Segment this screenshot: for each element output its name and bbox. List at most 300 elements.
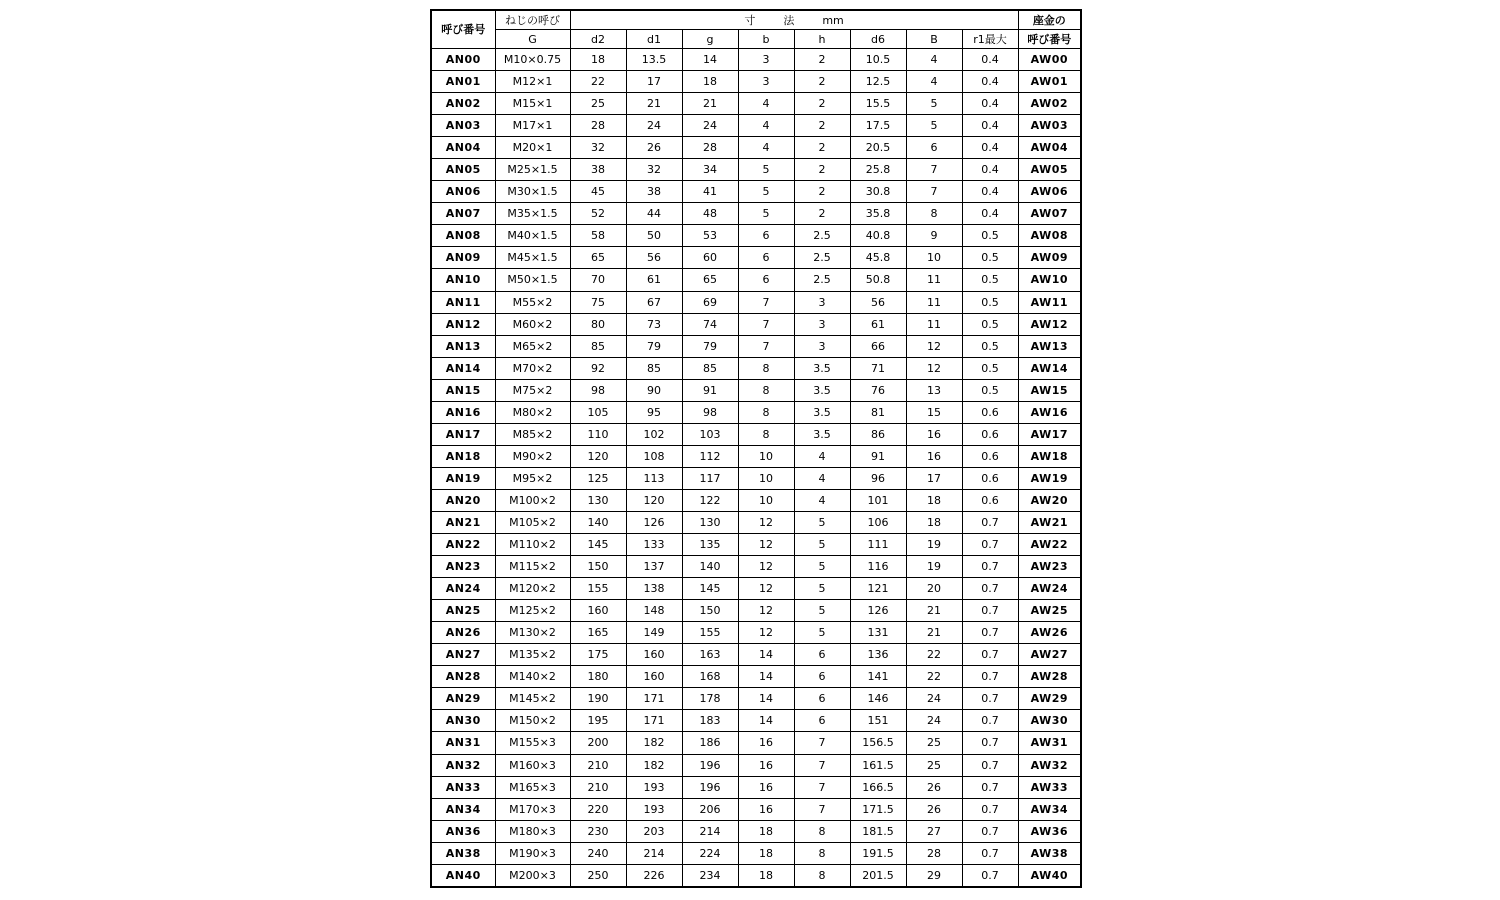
cell-d2: 58 [570,225,626,247]
cell-thread: M105×2 [495,511,570,533]
cell-g: 14 [682,49,738,71]
cell-thread: M125×2 [495,600,570,622]
cell-d2: 52 [570,203,626,225]
cell-g: 85 [682,357,738,379]
cell-h: 6 [794,688,850,710]
cell-d1: 226 [626,864,682,887]
header-col-h: h [794,30,850,49]
cell-B: 10 [906,247,962,269]
cell-B: 7 [906,181,962,203]
cell-h: 2 [794,137,850,159]
cell-h: 5 [794,534,850,556]
header-dim-unit: mm [822,13,844,27]
cell-nominal-no: AN07 [431,203,495,225]
cell-d2: 240 [570,842,626,864]
cell-B: 11 [906,313,962,335]
cell-h: 3 [794,291,850,313]
header-col-d6: d6 [850,30,906,49]
cell-washer-no: AW01 [1018,71,1081,93]
cell-nominal-no: AN13 [431,335,495,357]
cell-r1: 0.5 [962,335,1018,357]
cell-g: 186 [682,732,738,754]
cell-r1: 0.7 [962,710,1018,732]
cell-thread: M10×0.75 [495,49,570,71]
table-row [431,379,1081,401]
cell-nominal-no: AN34 [431,798,495,820]
cell-d1: 17 [626,71,682,93]
cell-washer-no: AW26 [1018,622,1081,644]
cell-h: 4 [794,467,850,489]
cell-r1: 0.7 [962,600,1018,622]
cell-d1: 120 [626,489,682,511]
cell-thread: M165×3 [495,776,570,798]
cell-d1: 113 [626,467,682,489]
cell-d1: 137 [626,556,682,578]
cell-b: 7 [738,335,794,357]
cell-d1: 193 [626,798,682,820]
cell-b: 5 [738,181,794,203]
cell-nominal-no: AN26 [431,622,495,644]
cell-nominal-no: AN06 [431,181,495,203]
cell-g: 117 [682,467,738,489]
cell-d1: 26 [626,137,682,159]
table-row [431,137,1081,159]
cell-nominal-no: AN23 [431,556,495,578]
cell-d2: 165 [570,622,626,644]
cell-d2: 180 [570,666,626,688]
cell-d6: 146 [850,688,906,710]
cell-washer-no: AW22 [1018,534,1081,556]
cell-b: 14 [738,666,794,688]
cell-washer-no: AW05 [1018,159,1081,181]
cell-washer-no: AW19 [1018,467,1081,489]
cell-d2: 85 [570,335,626,357]
cell-b: 18 [738,820,794,842]
cell-d6: 156.5 [850,732,906,754]
cell-b: 7 [738,291,794,313]
cell-d2: 130 [570,489,626,511]
cell-d6: 91 [850,445,906,467]
cell-r1: 0.6 [962,467,1018,489]
cell-d1: 148 [626,600,682,622]
cell-d2: 210 [570,754,626,776]
table-row [431,203,1081,225]
cell-d2: 38 [570,159,626,181]
cell-nominal-no: AN14 [431,357,495,379]
table-row [431,335,1081,357]
cell-d6: 50.8 [850,269,906,291]
cell-d1: 102 [626,423,682,445]
cell-d6: 131 [850,622,906,644]
cell-nominal-no: AN00 [431,49,495,71]
cell-washer-no: AW03 [1018,115,1081,137]
cell-b: 12 [738,578,794,600]
cell-b: 5 [738,203,794,225]
cell-d1: 50 [626,225,682,247]
cell-d6: 15.5 [850,93,906,115]
table-header [431,10,1081,49]
cell-washer-no: AW33 [1018,776,1081,798]
cell-r1: 0.5 [962,269,1018,291]
cell-d6: 61 [850,313,906,335]
cell-B: 16 [906,445,962,467]
cell-nominal-no: AN01 [431,71,495,93]
table-row [431,842,1081,864]
cell-h: 6 [794,644,850,666]
cell-d2: 175 [570,644,626,666]
cell-d1: 126 [626,511,682,533]
header-col-g: g [682,30,738,49]
table-row [431,445,1081,467]
header-nominal-no: 呼び番号 [431,10,495,49]
cell-d6: 101 [850,489,906,511]
cell-d1: 24 [626,115,682,137]
table-row [431,622,1081,644]
table-row [431,291,1081,313]
cell-d6: 171.5 [850,798,906,820]
cell-B: 28 [906,842,962,864]
cell-r1: 0.7 [962,798,1018,820]
cell-d6: 86 [850,423,906,445]
cell-r1: 0.7 [962,754,1018,776]
cell-d2: 140 [570,511,626,533]
cell-b: 6 [738,269,794,291]
cell-B: 4 [906,49,962,71]
cell-d2: 80 [570,313,626,335]
table-row [431,534,1081,556]
cell-thread: M150×2 [495,710,570,732]
cell-nominal-no: AN31 [431,732,495,754]
cell-r1: 0.7 [962,842,1018,864]
cell-B: 12 [906,357,962,379]
cell-B: 20 [906,578,962,600]
cell-nominal-no: AN11 [431,291,495,313]
cell-g: 155 [682,622,738,644]
cell-B: 15 [906,401,962,423]
cell-B: 25 [906,732,962,754]
cell-washer-no: AW31 [1018,732,1081,754]
cell-d1: 182 [626,754,682,776]
cell-b: 4 [738,93,794,115]
cell-d2: 195 [570,710,626,732]
cell-B: 11 [906,269,962,291]
cell-d6: 66 [850,335,906,357]
cell-r1: 0.7 [962,534,1018,556]
header-col-b: b [738,30,794,49]
cell-g: 53 [682,225,738,247]
cell-nominal-no: AN32 [431,754,495,776]
cell-washer-no: AW10 [1018,269,1081,291]
cell-d6: 141 [850,666,906,688]
cell-d2: 18 [570,49,626,71]
cell-nominal-no: AN09 [431,247,495,269]
table-row [431,401,1081,423]
cell-b: 3 [738,71,794,93]
cell-washer-no: AW27 [1018,644,1081,666]
table-row [431,181,1081,203]
cell-h: 3 [794,335,850,357]
table-row [431,776,1081,798]
cell-nominal-no: AN29 [431,688,495,710]
cell-washer-no: AW15 [1018,379,1081,401]
cell-g: 234 [682,864,738,887]
cell-nominal-no: AN33 [431,776,495,798]
cell-d6: 106 [850,511,906,533]
cell-thread: M45×1.5 [495,247,570,269]
cell-h: 5 [794,622,850,644]
cell-d1: 214 [626,842,682,864]
cell-d2: 28 [570,115,626,137]
cell-washer-no: AW02 [1018,93,1081,115]
cell-r1: 0.5 [962,247,1018,269]
cell-h: 5 [794,578,850,600]
cell-B: 18 [906,511,962,533]
cell-B: 9 [906,225,962,247]
cell-washer-no: AW38 [1018,842,1081,864]
cell-thread: M12×1 [495,71,570,93]
cell-b: 4 [738,137,794,159]
cell-nominal-no: AN16 [431,401,495,423]
cell-r1: 0.4 [962,93,1018,115]
cell-nominal-no: AN21 [431,511,495,533]
cell-d1: 203 [626,820,682,842]
cell-g: 34 [682,159,738,181]
cell-h: 2.5 [794,225,850,247]
cell-h: 3.5 [794,379,850,401]
cell-d2: 105 [570,401,626,423]
cell-d2: 145 [570,534,626,556]
cell-nominal-no: AN28 [431,666,495,688]
cell-r1: 0.7 [962,776,1018,798]
cell-g: 122 [682,489,738,511]
cell-b: 8 [738,423,794,445]
cell-thread: M20×1 [495,137,570,159]
cell-thread: M120×2 [495,578,570,600]
cell-washer-no: AW36 [1018,820,1081,842]
cell-g: 140 [682,556,738,578]
cell-h: 2.5 [794,269,850,291]
cell-r1: 0.5 [962,291,1018,313]
cell-thread: M155×3 [495,732,570,754]
cell-B: 7 [906,159,962,181]
table-row [431,423,1081,445]
cell-d6: 126 [850,600,906,622]
cell-h: 3.5 [794,423,850,445]
cell-d1: 61 [626,269,682,291]
cell-thread: M95×2 [495,467,570,489]
cell-nominal-no: AN30 [431,710,495,732]
cell-d1: 138 [626,578,682,600]
cell-B: 5 [906,115,962,137]
cell-g: 60 [682,247,738,269]
table-row [431,93,1081,115]
cell-nominal-no: AN12 [431,313,495,335]
cell-thread: M135×2 [495,644,570,666]
cell-g: 98 [682,401,738,423]
cell-washer-no: AW06 [1018,181,1081,203]
cell-b: 8 [738,401,794,423]
cell-d1: 13.5 [626,49,682,71]
cell-B: 29 [906,864,962,887]
header-thread-label: ねじの呼び [495,10,570,30]
cell-d6: 76 [850,379,906,401]
cell-h: 8 [794,864,850,887]
cell-h: 6 [794,710,850,732]
cell-r1: 0.6 [962,489,1018,511]
cell-washer-no: AW14 [1018,357,1081,379]
table-row [431,688,1081,710]
cell-thread: M90×2 [495,445,570,467]
table-row [431,357,1081,379]
cell-r1: 0.7 [962,820,1018,842]
cell-h: 6 [794,666,850,688]
cell-h: 3.5 [794,357,850,379]
cell-d1: 160 [626,644,682,666]
cell-thread: M65×2 [495,335,570,357]
cell-r1: 0.7 [962,556,1018,578]
cell-h: 3.5 [794,401,850,423]
cell-thread: M130×2 [495,622,570,644]
cell-d2: 220 [570,798,626,820]
table-row [431,732,1081,754]
cell-g: 214 [682,820,738,842]
cell-d6: 56 [850,291,906,313]
cell-B: 4 [906,71,962,93]
cell-h: 2 [794,49,850,71]
cell-b: 5 [738,159,794,181]
cell-g: 21 [682,93,738,115]
table-row [431,820,1081,842]
cell-b: 7 [738,313,794,335]
cell-r1: 0.7 [962,688,1018,710]
cell-nominal-no: AN27 [431,644,495,666]
table-row [431,710,1081,732]
cell-b: 16 [738,732,794,754]
cell-d6: 116 [850,556,906,578]
cell-d1: 171 [626,710,682,732]
cell-d6: 191.5 [850,842,906,864]
cell-B: 16 [906,423,962,445]
cell-r1: 0.6 [962,401,1018,423]
cell-d6: 35.8 [850,203,906,225]
cell-b: 16 [738,798,794,820]
table-row [431,49,1081,71]
cell-B: 24 [906,688,962,710]
cell-b: 14 [738,710,794,732]
cell-nominal-no: AN19 [431,467,495,489]
cell-r1: 0.4 [962,181,1018,203]
cell-thread: M17×1 [495,115,570,137]
cell-d6: 81 [850,401,906,423]
cell-nominal-no: AN20 [431,489,495,511]
cell-g: 74 [682,313,738,335]
cell-h: 7 [794,732,850,754]
cell-nominal-no: AN17 [431,423,495,445]
table-row [431,644,1081,666]
cell-r1: 0.7 [962,666,1018,688]
cell-r1: 0.7 [962,622,1018,644]
cell-washer-no: AW13 [1018,335,1081,357]
cell-g: 145 [682,578,738,600]
table-row [431,225,1081,247]
cell-b: 12 [738,622,794,644]
cell-washer-no: AW00 [1018,49,1081,71]
cell-h: 2 [794,203,850,225]
cell-d2: 125 [570,467,626,489]
cell-B: 22 [906,666,962,688]
cell-B: 26 [906,776,962,798]
cell-B: 24 [906,710,962,732]
cell-thread: M160×3 [495,754,570,776]
cell-g: 91 [682,379,738,401]
cell-r1: 0.4 [962,203,1018,225]
header-dim-char2: 法 [783,13,795,27]
cell-nominal-no: AN02 [431,93,495,115]
header-col-d1: d1 [626,30,682,49]
cell-thread: M190×3 [495,842,570,864]
cell-r1: 0.4 [962,115,1018,137]
cell-washer-no: AW11 [1018,291,1081,313]
cell-nominal-no: AN36 [431,820,495,842]
cell-h: 2 [794,159,850,181]
cell-h: 8 [794,842,850,864]
cell-B: 25 [906,754,962,776]
cell-washer-no: AW20 [1018,489,1081,511]
cell-washer-no: AW12 [1018,313,1081,335]
cell-g: 65 [682,269,738,291]
cell-r1: 0.7 [962,644,1018,666]
cell-B: 6 [906,137,962,159]
cell-d1: 182 [626,732,682,754]
cell-b: 3 [738,49,794,71]
cell-B: 21 [906,600,962,622]
cell-d2: 230 [570,820,626,842]
cell-nominal-no: AN18 [431,445,495,467]
header-col-B: B [906,30,962,49]
cell-B: 8 [906,203,962,225]
cell-h: 4 [794,445,850,467]
cell-d1: 171 [626,688,682,710]
cell-washer-no: AW40 [1018,864,1081,887]
header-washer-line2: 呼び番号 [1018,30,1081,49]
table-row [431,247,1081,269]
cell-d2: 210 [570,776,626,798]
cell-d6: 201.5 [850,864,906,887]
cell-thread: M75×2 [495,379,570,401]
cell-d1: 67 [626,291,682,313]
cell-B: 11 [906,291,962,313]
cell-washer-no: AW29 [1018,688,1081,710]
header-col-d2: d2 [570,30,626,49]
cell-d2: 70 [570,269,626,291]
cell-d2: 200 [570,732,626,754]
table-row [431,798,1081,820]
cell-nominal-no: AN24 [431,578,495,600]
cell-h: 8 [794,820,850,842]
cell-nominal-no: AN10 [431,269,495,291]
table-row [431,600,1081,622]
cell-d6: 166.5 [850,776,906,798]
table-row [431,467,1081,489]
cell-nominal-no: AN05 [431,159,495,181]
cell-r1: 0.4 [962,49,1018,71]
cell-B: 18 [906,489,962,511]
cell-b: 10 [738,445,794,467]
cell-d6: 40.8 [850,225,906,247]
cell-d1: 73 [626,313,682,335]
header-dimensions [570,10,1018,30]
cell-r1: 0.5 [962,357,1018,379]
